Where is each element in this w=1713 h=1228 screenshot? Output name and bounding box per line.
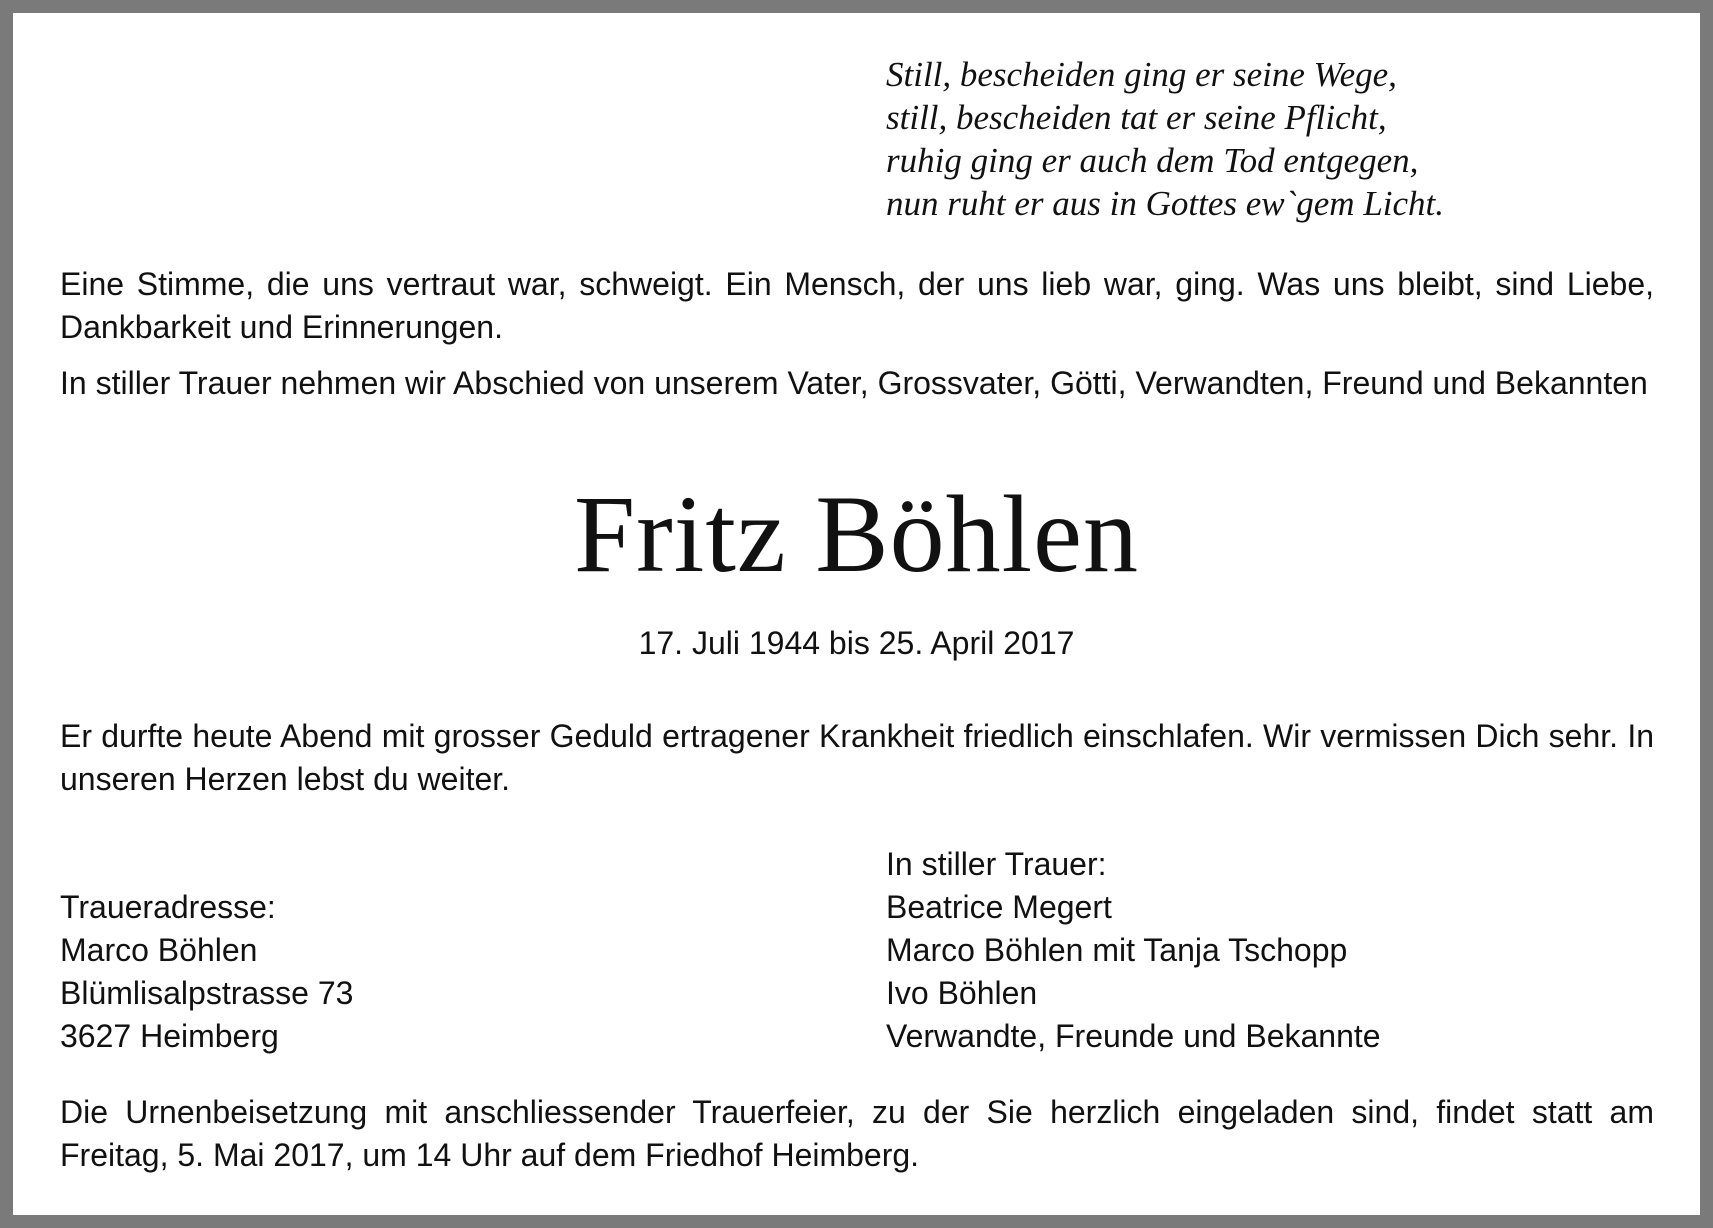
mourner-name: Marco Böhlen mit Tanja Tschopp xyxy=(886,932,1348,968)
mourning-address xyxy=(60,886,353,1058)
obituary-page xyxy=(13,13,1700,1215)
mourner-name: Verwandte, Freunde und Bekannte xyxy=(886,1018,1381,1054)
poem-line: Still, bescheiden ging er seine Wege, xyxy=(886,55,1397,94)
mourner-name: Ivo Böhlen xyxy=(886,975,1038,1011)
ceremony-paragraph: Die Urnenbeisetzung mit anschliessender Trauerfeier, zu der Sie herzlich eingeladen sind, findet statt am Freitag, 5. Mai 2017, um 14 Uhr auf dem Friedhof Heimberg. xyxy=(60,1094,1654,1173)
mourners-label: In stiller Trauer: xyxy=(886,846,1107,882)
address-label: Traueradresse: xyxy=(60,889,276,925)
poem-line: nun ruht er aus in Gottes ew`gem Licht. xyxy=(886,184,1445,223)
deceased-name: Fritz Böhlen xyxy=(573,473,1139,595)
mourners-list xyxy=(886,843,1381,1058)
message-paragraph: Er durfte heute Abend mit grosser Geduld ertragener Krankheit friedlich einschlafen. Wir vermissen Dich sehr. In unseren Herzen lebst du weiter. xyxy=(60,718,1654,797)
address-name: Marco Böhlen xyxy=(60,932,258,968)
farewell-paragraph: In stiller Trauer nehmen wir Abschied von unserem Vater, Grossvater, Götti, Verwandten, Freund und Bekannten xyxy=(60,365,1648,401)
poem-line: still, bescheiden tat er seine Pflicht, xyxy=(886,98,1387,137)
intro-paragraph: Eine Stimme, die uns vertraut war, schweigt. Ein Mensch, der uns lieb war, ging. Was uns bleibt, sind Liebe, Dankbarkeit und Erinnerungen. xyxy=(60,266,1654,345)
poem xyxy=(886,53,1444,225)
poem-line: ruhig ging er auch dem Tod entgegen, xyxy=(886,141,1419,180)
life-dates: 17. Juli 1944 bis 25. April 2017 xyxy=(638,625,1075,661)
mourner-name: Beatrice Megert xyxy=(886,889,1112,925)
address-city: 3627 Heimberg xyxy=(60,1018,279,1054)
address-street: Blümlisalpstrasse 73 xyxy=(60,975,354,1011)
